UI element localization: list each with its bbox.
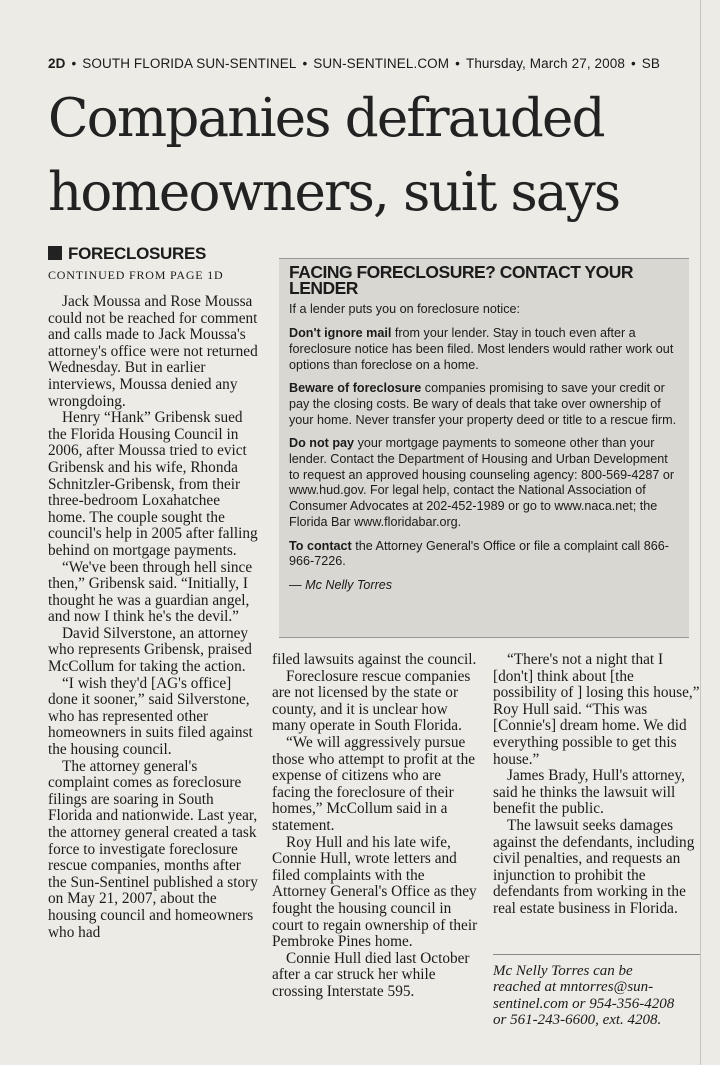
paragraph: Jack Moussa and Rose Moussa could not be reached for comment and calls made to Jack Moussa's attorney's office were not returned Wednesday. But in earlier interviews, Moussa denied any wrongdoing. bbox=[48, 293, 258, 410]
tip-text: from your lender. Stay in touch even after a foreclosure notice has been filed. Most lenders would rather work out options than foreclose on a home. bbox=[289, 326, 674, 372]
foreclosure-tips-sidebar bbox=[279, 258, 689, 638]
section-kicker bbox=[48, 244, 206, 264]
paragraph: “There's not a night that I [don't] think about [the possibility of ] losing this house,” Roy Hull said. “This was [Connie's] dream home. We did everything possible to get this house.” bbox=[493, 651, 700, 768]
paragraph: Foreclosure rescue companies are not licensed by the state or county, and it is unclear how many operate in South Florida. bbox=[272, 667, 471, 735]
article-column-1 bbox=[48, 294, 260, 941]
signoff-line: sentinel.com or 954-356-4208 bbox=[493, 995, 675, 1012]
tip-text: companies promising to save your credit or pay the closing costs. Be wary of deals that take over ownership of your home. Never transfer your property deed or title to a rescue firm. bbox=[289, 381, 677, 427]
tip-lead: To contact bbox=[289, 538, 352, 553]
signoff-line: or 561-243-6600, ext. 4208. bbox=[493, 1012, 662, 1029]
paragraph: “We will aggressively pursue those who attempt to profit at the expense of citizens who are facing the foreclosure of their homes,” McCollum said in a statement. bbox=[272, 733, 476, 834]
paragraph: David Silverstone, an attorney who represents Gribensk, praised McCollum for taking the action. bbox=[48, 624, 252, 676]
paragraph: “I wish they'd [AG's office] done it sooner,” said Silverstone, who has represented other homeowners in suits filed against the housing council. bbox=[48, 674, 253, 759]
paragraph: Henry “Hank” Gribensk sued the Florida Housing Council in 2006, after Moussa tried to evict Gribensk and his wife, Rhonda Schnitzler-Gribensk, from their three-bedroom Loxahatchee home. The couple sought the council's help in 2005 after falling behind on mortgage payments. bbox=[48, 409, 258, 559]
headline bbox=[48, 82, 698, 230]
sidebar-credit: — Mc Nelly Torres bbox=[289, 577, 393, 592]
headline-line-2: homeowners, suit says bbox=[48, 162, 620, 224]
page-edge-divider bbox=[700, 0, 701, 1065]
paper-name: SOUTH FLORIDA SUN-SENTINEL bbox=[82, 56, 297, 71]
article-column-2 bbox=[272, 652, 478, 1000]
paragraph: James Brady, Hull's attorney, said he thinks the lawsuit will benefit the public. bbox=[493, 767, 685, 818]
paragraph: The lawsuit seeks damages against the defendants, including civil penalties, and requests an injunction to prohibit the defendants from working in the real estate business in Florida. bbox=[493, 816, 695, 917]
kicker-label: FORECLOSURES bbox=[68, 244, 207, 263]
author-signoff bbox=[493, 954, 701, 1029]
sidebar-tip bbox=[289, 436, 681, 530]
paragraph: The attorney general's complaint comes as foreclosure filings are soaring in South Florida and nationwide. Last year, the attorney general created a task force to investigate foreclosure rescue companies, months after the Sun-Sentinel published a story on May 21, 2007, about the housing council and homeowners who had bbox=[48, 757, 258, 941]
issue-date: Thursday, March 27, 2008 bbox=[465, 56, 625, 71]
sidebar-title: FACING FORECLOSURE? CONTACT YOUR LENDER bbox=[289, 262, 634, 298]
paragraph: Connie Hull died last October after a car struck her while crossing Interstate 595. bbox=[272, 949, 470, 1000]
continued-line: CONTINUED FROM PAGE 1D bbox=[48, 268, 224, 282]
sidebar-tip bbox=[289, 326, 681, 373]
edition-code: SB bbox=[641, 56, 660, 71]
page-number: 2D bbox=[48, 56, 66, 71]
paragraph: Roy Hull and his late wife, Connie Hull, wrote letters and filed complaints with the Attorney General's Office as they fought the housing council in court to regain ownership of their Pembroke Pines home. bbox=[272, 833, 478, 951]
signoff-line: reached at mntorres@sun- bbox=[493, 979, 654, 996]
tip-text: your mortgage payments to someone other than your lender. Contact the Department of Housing and Urban Development to request an approved housing counseling agency: 800-569-4287 or www.hud.gov. For legal help, contact the National Association of Consumer Advocates at 202-452-1989 or go to www.naca.net; the Florida Bar www.floridabar.org. bbox=[289, 436, 675, 529]
headline-line-1: Companies defrauded bbox=[48, 88, 604, 149]
tip-lead: Do not pay bbox=[289, 436, 355, 451]
article-column-3 bbox=[493, 652, 701, 1029]
tip-text: the Attorney General's Office or file a complaint call 866-966-7226. bbox=[289, 538, 669, 569]
sidebar-tip bbox=[289, 381, 681, 428]
tip-lead: Don't ignore mail bbox=[289, 326, 392, 341]
folio-line: 2D • SOUTH FLORIDA SUN-SENTINEL • SUN-SENTINEL.COM • Thursday, March 27, 2008 • SB bbox=[48, 56, 660, 71]
paragraph: filed lawsuits against the council. bbox=[272, 651, 477, 668]
sidebar-intro: If a lender puts you on foreclosure notice: bbox=[289, 302, 521, 317]
tip-lead: Beware of foreclosure bbox=[289, 381, 422, 396]
paragraph: “We've been through hell since then,” Gribensk said. “Initially, I thought he was a guardian angel, and now I think he's the devil.” bbox=[48, 558, 253, 626]
sidebar-tip bbox=[289, 539, 681, 570]
paper-site: SUN-SENTINEL.COM bbox=[313, 56, 450, 71]
signoff-line: Mc Nelly Torres can be bbox=[493, 962, 633, 979]
kicker-square-icon bbox=[48, 246, 62, 260]
